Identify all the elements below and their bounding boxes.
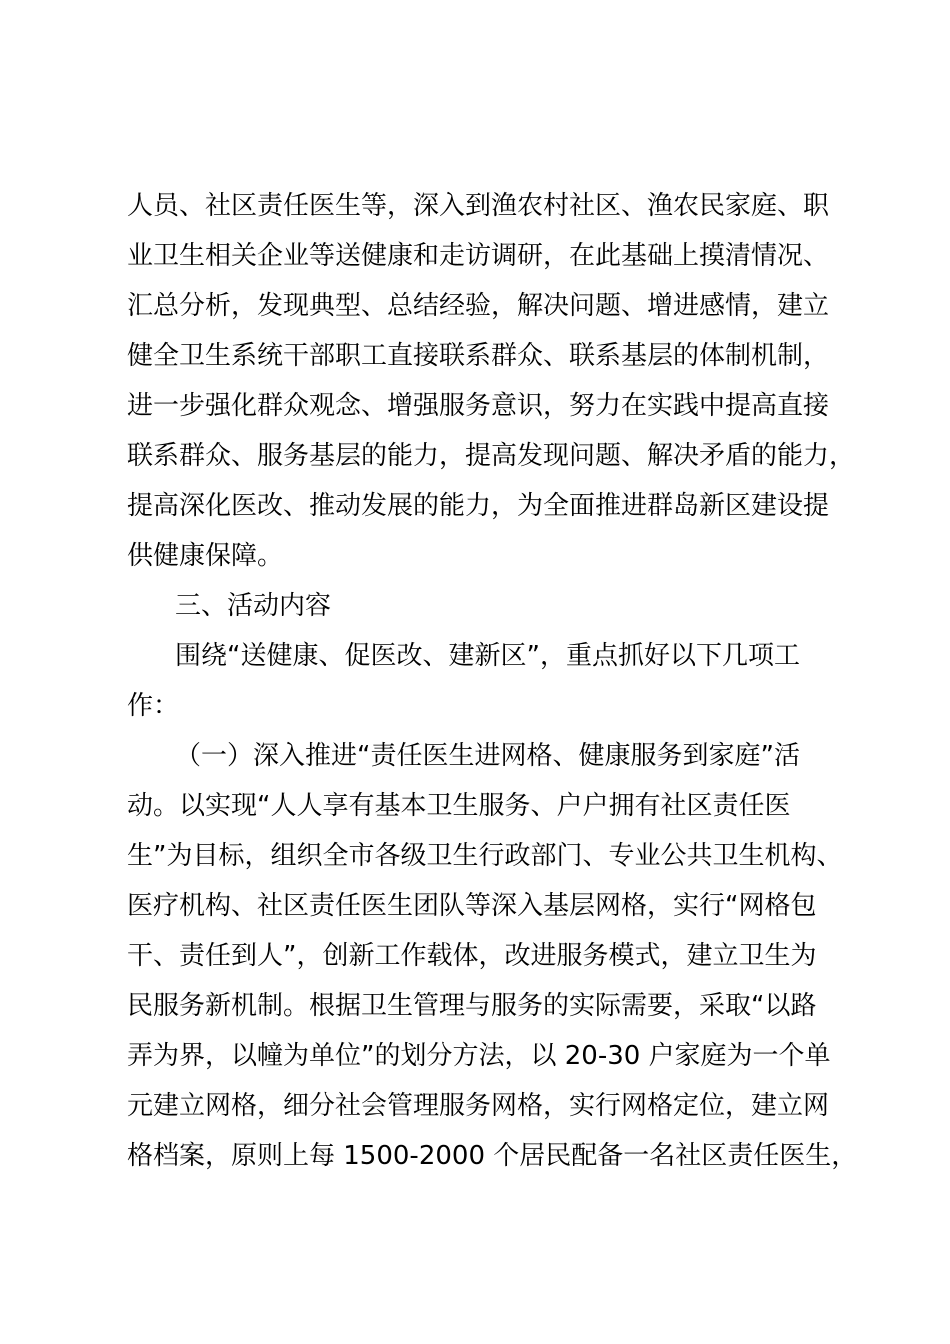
text-line: 业卫生相关企业等送健康和走访调研，在此基础上摸清情况、 — [127, 241, 830, 271]
text-line: 供健康保障。 — [127, 541, 284, 571]
text-line: 进一步强化群众观念、增强服务意识，努力在实践中提高直接 — [127, 391, 830, 421]
text-line: 作： — [127, 691, 180, 721]
text-line: 医疗机构、社区责任医生团队等深入基层网格，实行“网格包 — [127, 891, 817, 921]
text-line: 人员、社区责任医生等，深入到渔农村社区、渔农民家庭、职 — [127, 191, 830, 221]
document-body — [127, 181, 867, 1181]
subsection-heading: （一）深入推进“责任医生进网格、健康服务到家庭”活 — [175, 741, 800, 771]
text-line: 生”为目标，组织全市各级卫生行政部门、专业公共卫生机构、 — [127, 841, 843, 871]
text-line: 围绕“送健康、促医改、建新区”，重点抓好以下几项工 — [175, 641, 800, 671]
text-line: 动。以实现“人人享有基本卫生服务、户户拥有社区责任医 — [127, 791, 791, 821]
text-line: 干、责任到人”，创新工作载体，改进服务模式，建立卫生为 — [127, 941, 817, 971]
text-line: 格档案，原则上每 1500-2000 个居民配备一名社区责任医生， — [127, 1141, 858, 1171]
text-line: 弄为界，以幢为单位”的划分方法，以 20-30 户家庭为一个单 — [127, 1041, 831, 1071]
text-line: 元建立网格，细分社会管理服务网格，实行网格定位，建立网 — [127, 1091, 830, 1121]
text-line: 健全卫生系统干部职工直接联系群众、联系基层的体制机制， — [127, 341, 830, 371]
section-heading: 三、活动内容 — [175, 591, 332, 621]
text-line: 提高深化医改、推动发展的能力，为全面推进群岛新区建设提 — [127, 491, 830, 521]
text-line: 联系群众、服务基层的能力，提高发现问题、解决矛盾的能力， — [127, 441, 856, 471]
text-line: 民服务新机制。根据卫生管理与服务的实际需要，采取“以路 — [127, 991, 817, 1021]
text-line: 汇总分析，发现典型、总结经验，解决问题、增进感情，建立 — [127, 291, 830, 321]
